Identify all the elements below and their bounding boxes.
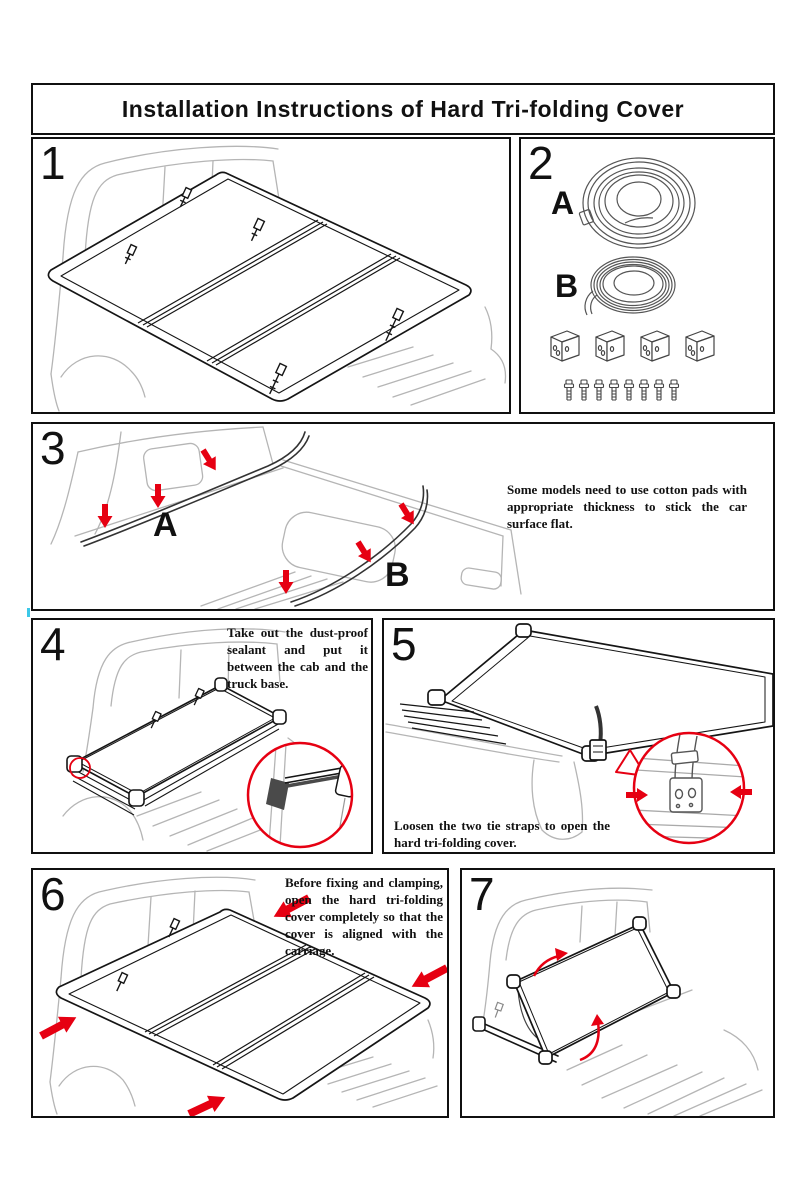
cover-unfolding-illustration	[462, 870, 773, 1116]
step-4-note: Take out the dust-proof sealant and put it between the cab and the truck base.	[227, 625, 368, 691]
panel-step-2	[519, 137, 775, 414]
panel-step-4	[31, 618, 373, 854]
step-number: 4	[40, 618, 66, 670]
step-number: 2	[528, 137, 554, 189]
panel-step-3	[31, 422, 775, 611]
seal-label-a: A	[551, 185, 575, 221]
step-6-note: Before fixing and clamping, open the hard tri-folding cover completely so that the cover is aligned with the carriage.	[285, 875, 443, 958]
seal-b-callout: B	[385, 556, 410, 594]
parts-kit-illustration	[521, 139, 773, 412]
step-number: 1	[40, 137, 66, 189]
truck-cover-closed-illustration	[33, 139, 509, 412]
page-title: Installation Instructions of Hard Tri-folding Cover	[121, 95, 685, 122]
seal-label-b: B	[555, 268, 579, 304]
step-number: 6	[40, 868, 66, 920]
panel-step-7	[460, 868, 775, 1118]
panel-step-5	[382, 618, 775, 854]
panel-step-1	[31, 137, 511, 414]
seal-a-callout: A	[153, 506, 178, 544]
step-5-note: Loosen the two tie straps to open the hard tri-folding cover.	[394, 818, 610, 850]
step-3-note: Some models need to use cotton pads with appropriate thickness to stick the car surface flat.	[507, 482, 747, 531]
panel-step-6	[31, 868, 449, 1118]
step-number: 3	[40, 422, 66, 474]
step-number: 5	[391, 618, 417, 670]
scan-artifact-tick	[27, 608, 30, 617]
step-number: 7	[469, 868, 495, 920]
title-bar	[31, 83, 775, 135]
